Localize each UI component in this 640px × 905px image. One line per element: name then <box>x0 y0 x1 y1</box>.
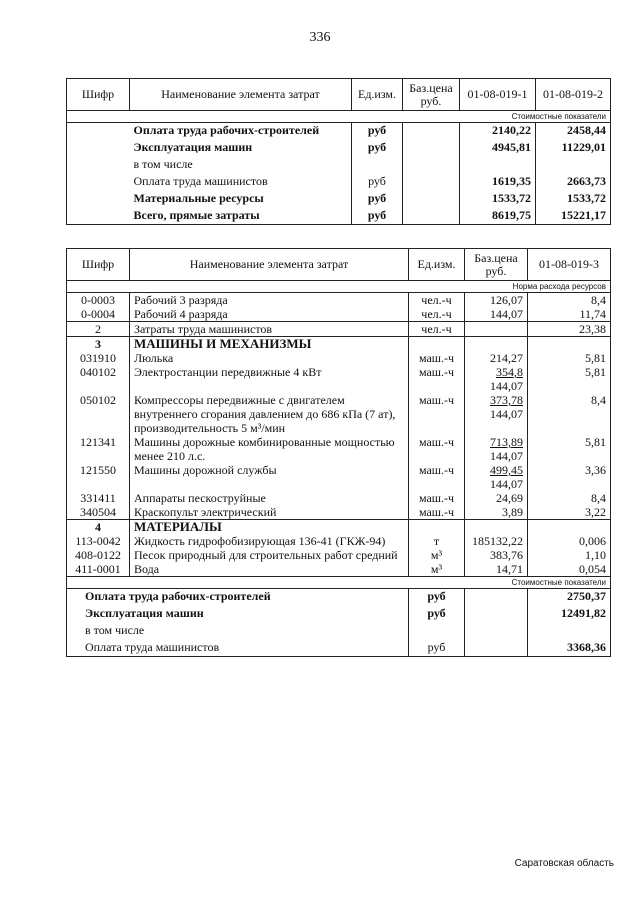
value-2: 1533,72 <box>536 191 611 208</box>
resource-unit: м³ <box>409 548 465 562</box>
base-price <box>465 505 528 520</box>
base-price <box>465 351 528 365</box>
header-code-1: 01-08-019-1 <box>460 79 536 111</box>
base-price <box>465 463 528 491</box>
resource-unit: маш.-ч <box>409 435 465 463</box>
base-price <box>465 293 528 308</box>
base-price-cell <box>403 140 460 157</box>
table-row <box>67 505 611 520</box>
total-name: Оплата труда рабочих-строителей <box>67 589 409 606</box>
header-name: Наименование элемента затрат <box>130 79 352 111</box>
value-2: 2663,73 <box>536 174 611 191</box>
resource-name: Люлька <box>130 351 409 365</box>
value-2: 15221,17 <box>536 208 611 225</box>
total-unit <box>409 623 465 640</box>
base-price <box>465 365 528 393</box>
header-code-2: 01-08-019-2 <box>536 79 611 111</box>
base-price-cell <box>465 589 528 606</box>
norm-value: 3,22 <box>528 505 611 520</box>
resource-name: Компрессоры передвижные с двигателем внутреннего сгорания давлением до 686 кПа (7 ат), производительность 5 м³/мин <box>130 393 409 435</box>
subheader-cost-2: Стоимостные показатели <box>67 577 611 589</box>
base-price-cell <box>465 640 528 657</box>
cost-table-2 <box>66 248 611 657</box>
base-price <box>465 520 528 535</box>
item-unit: руб <box>352 191 403 208</box>
norm-value: 3,36 <box>528 463 611 491</box>
total-name: Оплата труда машинистов <box>67 640 409 657</box>
header-unit: Ед.изм. <box>409 249 465 281</box>
total-value <box>528 623 611 640</box>
table-row <box>67 351 611 365</box>
base-price <box>465 435 528 463</box>
base-price <box>465 534 528 548</box>
base-price <box>465 491 528 505</box>
value-1: 1619,35 <box>460 174 536 191</box>
resource-unit <box>409 520 465 535</box>
resource-code: 113-0042 <box>67 534 130 548</box>
item-unit <box>352 157 403 174</box>
resource-unit: чел.-ч <box>409 307 465 322</box>
resource-code: 050102 <box>67 393 130 435</box>
table-row <box>67 463 611 491</box>
resource-name: Аппараты пескоструйные <box>130 491 409 505</box>
item-name: Оплата труда рабочих-строителей <box>130 123 352 140</box>
norm-value: 11,74 <box>528 307 611 322</box>
resource-name: Рабочий 3 разряда <box>130 293 409 308</box>
resource-code: 4 <box>67 520 130 535</box>
total-value: 2750,37 <box>528 589 611 606</box>
resource-code: 411-0001 <box>67 562 130 577</box>
norm-value: 0,054 <box>528 562 611 577</box>
base-price-value: 14,71 <box>496 562 523 576</box>
resource-unit: т <box>409 534 465 548</box>
base-price-value: 354,8 <box>496 365 523 379</box>
page-number: 336 <box>309 30 331 45</box>
table-row <box>67 623 611 640</box>
table-row <box>67 337 611 352</box>
table-row <box>67 322 611 337</box>
base-price <box>465 322 528 337</box>
base-price-cell <box>403 174 460 191</box>
table-row <box>67 562 611 577</box>
base-price-value: 3,89 <box>502 505 523 519</box>
code-cell <box>67 208 130 225</box>
norm-value: 8,4 <box>528 393 611 435</box>
value-1: 4945,81 <box>460 140 536 157</box>
resource-name: Рабочий 4 разряда <box>130 307 409 322</box>
table-row <box>67 307 611 322</box>
norm-value: 5,81 <box>528 351 611 365</box>
base-price-value: 214,27 <box>490 351 523 365</box>
item-unit: руб <box>352 123 403 140</box>
resource-name: Электростанции передвижные 4 кВт <box>130 365 409 393</box>
table-row <box>67 606 611 623</box>
resource-code: 3 <box>67 337 130 352</box>
header-code: Шифр <box>67 249 130 281</box>
header-base-price: Баз.цена руб. <box>403 79 460 111</box>
header-code: Шифр <box>67 79 130 111</box>
resource-unit: чел.-ч <box>409 322 465 337</box>
item-unit: руб <box>352 174 403 191</box>
base-price-value: 126,07 <box>490 293 523 307</box>
value-1: 2140,22 <box>460 123 536 140</box>
resource-code: 031910 <box>67 351 130 365</box>
resource-name: Песок природный для строительных работ средний <box>130 548 409 562</box>
resource-name: Вода <box>130 562 409 577</box>
resource-unit: чел.-ч <box>409 293 465 308</box>
total-unit: руб <box>409 640 465 657</box>
resource-code: 121341 <box>67 435 130 463</box>
item-name: Материальные ресурсы <box>130 191 352 208</box>
base-price-cell <box>403 157 460 174</box>
item-name: Эксплуатация машин <box>130 140 352 157</box>
total-name: Эксплуатация машин <box>67 606 409 623</box>
resource-code: 121550 <box>67 463 130 491</box>
resource-name: Машины дорожные комбинированные мощностью менее 210 л.с. <box>130 435 409 463</box>
table-row <box>67 174 611 191</box>
base-price-cell <box>465 606 528 623</box>
table-row <box>67 140 611 157</box>
base-price-value: 713,89 <box>490 435 523 449</box>
table-row <box>67 534 611 548</box>
base-price <box>465 562 528 577</box>
driver-wage-price: 144,07 <box>490 407 523 421</box>
resource-name: Затраты труда машинистов <box>130 322 409 337</box>
norm-value <box>528 337 611 352</box>
table2-totals <box>67 589 611 657</box>
resource-unit: маш.-ч <box>409 505 465 520</box>
resource-name: Краскопульт электрический <box>130 505 409 520</box>
base-price-cell <box>403 123 460 140</box>
resource-unit: маш.-ч <box>409 351 465 365</box>
total-value: 12491,82 <box>528 606 611 623</box>
header-name: Наименование элемента затрат <box>130 249 409 281</box>
table-row <box>67 123 611 140</box>
code-cell <box>67 191 130 208</box>
table-row <box>67 157 611 174</box>
item-name: в том числе <box>130 157 352 174</box>
base-price-value: 24,69 <box>496 491 523 505</box>
table2-body <box>67 293 611 577</box>
base-price-value: 499,45 <box>490 463 523 477</box>
subheader-norm: Норма расхода ресурсов <box>67 281 611 293</box>
value-2 <box>536 157 611 174</box>
table-row <box>67 435 611 463</box>
norm-value <box>528 520 611 535</box>
resource-code: 331411 <box>67 491 130 505</box>
value-2: 11229,01 <box>536 140 611 157</box>
resource-unit: маш.-ч <box>409 393 465 435</box>
resource-code: 040102 <box>67 365 130 393</box>
table-row <box>67 640 611 657</box>
item-unit: руб <box>352 140 403 157</box>
total-name: в том числе <box>67 623 409 640</box>
subheader-cost: Стоимостные показатели <box>67 111 611 123</box>
base-price-value: 373,78 <box>490 393 523 407</box>
norm-value: 0,006 <box>528 534 611 548</box>
base-price-value: 383,76 <box>490 548 523 562</box>
total-unit: руб <box>409 606 465 623</box>
resource-name: МАШИНЫ И МЕХАНИЗМЫ <box>130 337 409 352</box>
table-row <box>67 589 611 606</box>
item-name: Оплата труда машинистов <box>130 174 352 191</box>
base-price-value: 185132,22 <box>472 534 523 548</box>
base-price-cell <box>403 191 460 208</box>
header-unit: Ед.изм. <box>352 79 403 111</box>
resource-code: 2 <box>67 322 130 337</box>
norm-value: 8,4 <box>528 491 611 505</box>
resource-unit: маш.-ч <box>409 463 465 491</box>
region-footer: Саратовская область <box>514 858 614 869</box>
table-row <box>67 520 611 535</box>
base-price-value: 144,07 <box>490 307 523 321</box>
value-1 <box>460 157 536 174</box>
table-row <box>67 208 611 225</box>
table-row <box>67 393 611 435</box>
code-cell <box>67 174 130 191</box>
value-1: 1533,72 <box>460 191 536 208</box>
cost-table-1 <box>66 78 611 225</box>
resource-unit <box>409 337 465 352</box>
value-1: 8619,75 <box>460 208 536 225</box>
total-unit: руб <box>409 589 465 606</box>
table-row <box>67 191 611 208</box>
resource-unit: маш.-ч <box>409 365 465 393</box>
base-price-cell <box>403 208 460 225</box>
resource-code: 340504 <box>67 505 130 520</box>
resource-code: 408-0122 <box>67 548 130 562</box>
base-price <box>465 548 528 562</box>
value-2: 2458,44 <box>536 123 611 140</box>
item-unit: руб <box>352 208 403 225</box>
resource-name: Машины дорожной службы <box>130 463 409 491</box>
table-row <box>67 293 611 308</box>
norm-value: 5,81 <box>528 435 611 463</box>
resource-unit: м³ <box>409 562 465 577</box>
header-base-price: Баз.цена руб. <box>465 249 528 281</box>
code-cell <box>67 140 130 157</box>
code-cell <box>67 123 130 140</box>
driver-wage-price: 144,07 <box>490 379 523 393</box>
norm-value: 8,4 <box>528 293 611 308</box>
code-cell <box>67 157 130 174</box>
table1-body <box>67 123 611 225</box>
base-price <box>465 337 528 352</box>
norm-value: 1,10 <box>528 548 611 562</box>
driver-wage-price: 144,07 <box>490 477 523 491</box>
norm-value: 5,81 <box>528 365 611 393</box>
norm-value: 23,38 <box>528 322 611 337</box>
table-row <box>67 365 611 393</box>
resource-code: 0-0004 <box>67 307 130 322</box>
base-price <box>465 307 528 322</box>
base-price-cell <box>465 623 528 640</box>
item-name: Всего, прямые затраты <box>130 208 352 225</box>
resource-name: Жидкость гидрофобизирующая 136-41 (ГКЖ-94) <box>130 534 409 548</box>
table-row <box>67 491 611 505</box>
resource-unit: маш.-ч <box>409 491 465 505</box>
driver-wage-price: 144,07 <box>490 449 523 463</box>
header-code-3: 01-08-019-3 <box>528 249 611 281</box>
table-row <box>67 548 611 562</box>
resource-name: МАТЕРИАЛЫ <box>130 520 409 535</box>
base-price <box>465 393 528 435</box>
total-value: 3368,36 <box>528 640 611 657</box>
resource-code: 0-0003 <box>67 293 130 308</box>
